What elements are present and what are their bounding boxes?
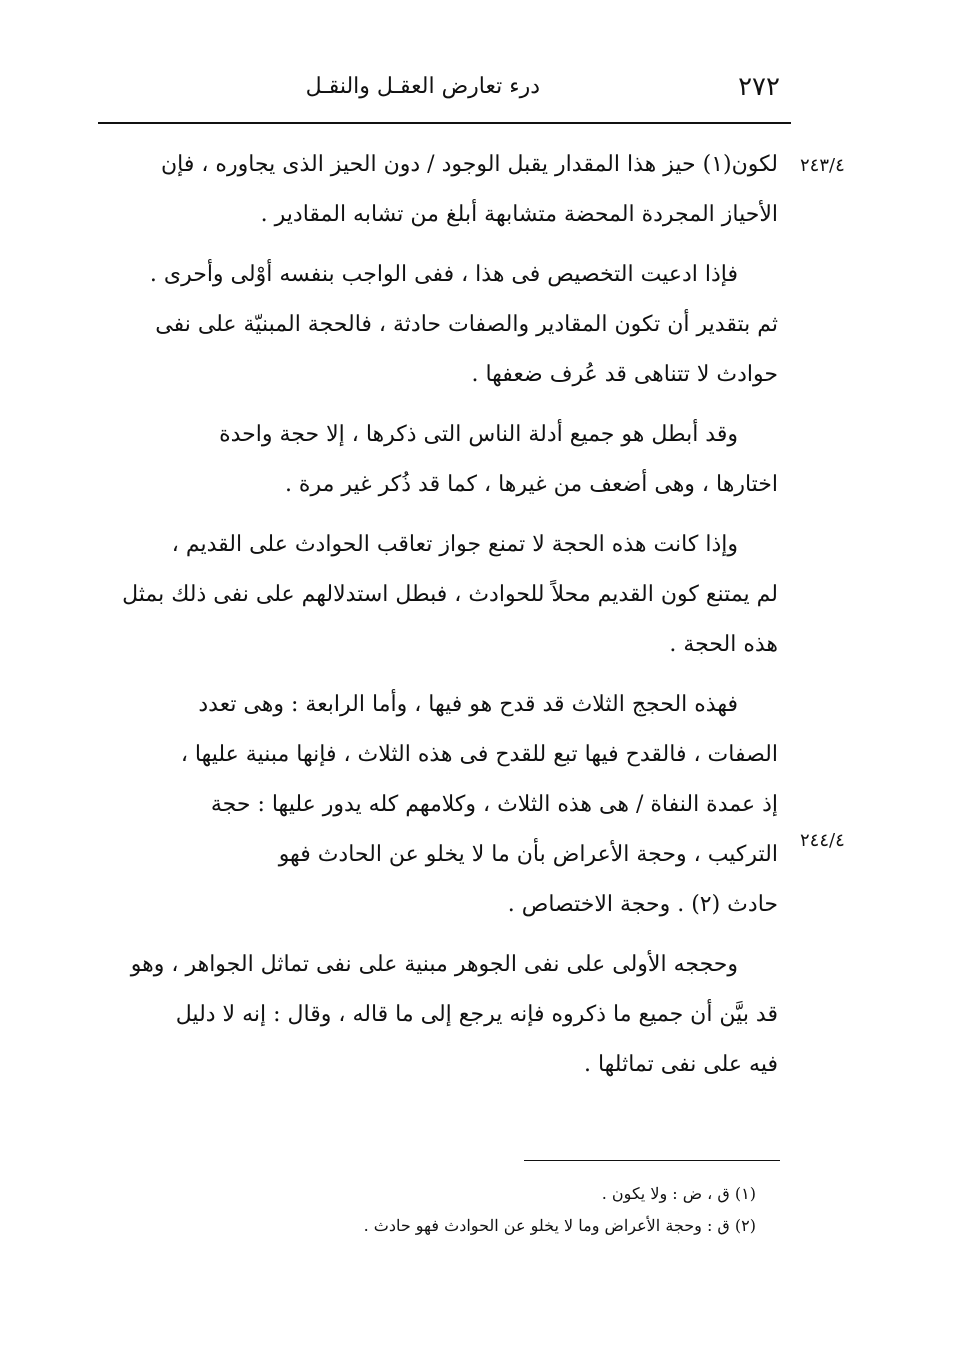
text-line: فهذه الحجج الثلاث قد قدح هو فيها ، وأما الرابعة : وهى تعدد [198, 692, 738, 717]
running-title: درء تعارض العقـل والنقـل [305, 74, 540, 99]
margin-reference: ٢٤٣/٤ [800, 155, 845, 176]
text-line: الأحياز المجردة المحضة متشابهة أبلغ من تشابه المقادير . [260, 202, 778, 227]
margin-reference: ٢٤٤/٤ [800, 830, 845, 851]
paragraph [118, 680, 778, 930]
text-line: لم يمتنع كون القديم محلاً للحوادث ، فبطل استدلالهم على نفى ذلك بمثل [122, 582, 778, 607]
text-line: فإذا ادعيت التخصيص فى هذا ، ففى الواجب بنفسه أوْلى وأحرى . [149, 262, 738, 287]
footnotes [196, 1178, 756, 1242]
footnote: (٢) ق : وحجة الأعراض وما لا يخلو عن الحوادث فهو حادث . [363, 1216, 756, 1235]
text-line: ثم بتقدير أن تكون المقادير والصفات حادثة ، فالحجة المبنيّة على نفى [155, 312, 778, 337]
text-line: وقد أبطل هو جميع أدلة الناس التى ذكرها ، إلا حجة واحدة [219, 422, 738, 447]
footnote-rule [524, 1160, 780, 1161]
text-line: اختارها ، وهى أضعف من غيرها ، كما قد ذُكر غير مرة . [284, 472, 778, 497]
main-text [118, 140, 778, 1100]
paragraph [118, 410, 778, 510]
text-line: حادث (٢) . وحجة الاختصاص . [507, 892, 778, 917]
text-line: قد بيَّن أن جميع ما ذكروه فإنه يرجع إلى ما قاله ، وقال : إنه لا دليل [175, 1002, 778, 1027]
text-line: وإذا كانت هذه الحجة لا تمنع جواز تعاقب الحوادث على القديم ، [171, 532, 738, 557]
page-header [100, 72, 790, 112]
page-number: ٢٧٢ [738, 72, 780, 102]
paragraph [118, 250, 778, 400]
text-line: هذه الحجة . [669, 632, 778, 657]
text-line: الصفات ، فالقدح فيها تبع للقدح فى هذه الثلاث ، فإنها مبنية عليها ، [180, 742, 778, 767]
footnote: (١) ق ، ض : ولا يكون . [601, 1184, 756, 1203]
text-line: لكون(١) حيز هذا المقدار يقبل الوجود / دون الحيز الذى يجاوره ، فإن [160, 152, 778, 177]
text-line: وحججه الأولى على نفى الجوهر مبنية على نفى تماثل الجواهر ، وهو [130, 952, 738, 977]
paragraph [118, 140, 778, 240]
text-line: فيه على نفى تماثلها . [583, 1052, 778, 1077]
paragraph [118, 940, 778, 1090]
text-line: حوادث لا تتناهى قد عُرف ضعفها . [471, 362, 778, 387]
header-rule [98, 122, 791, 124]
text-line: إذ عمدة النفاة / هى هذه الثلاث ، وكلامهم كله يدور عليها : حجة [210, 792, 778, 817]
text-line: التركيب ، وحجة الأعراض بأن ما لا يخلو عن الحادث فهو [278, 842, 778, 867]
paragraph [118, 520, 778, 670]
